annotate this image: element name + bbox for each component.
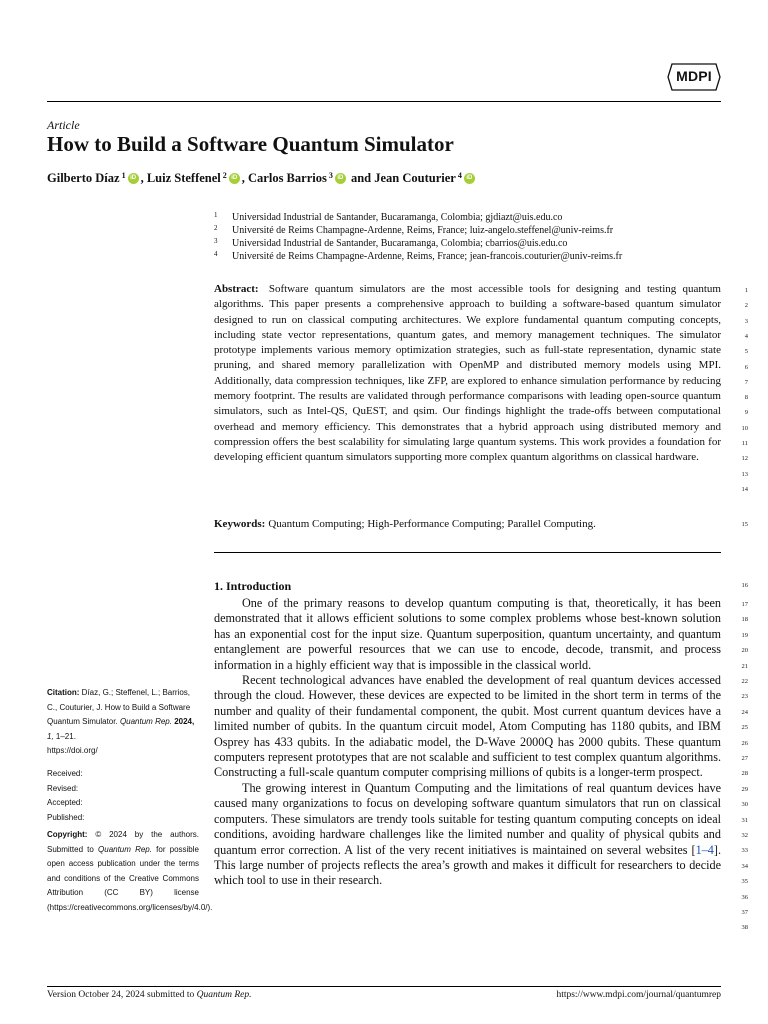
- affiliation-number: 2: [214, 224, 218, 232]
- affiliation-item: [214, 237, 622, 250]
- citation-doi[interactable]: https://doi.org/: [47, 746, 98, 755]
- line-number: 36: [741, 893, 748, 901]
- line-number: 21: [741, 662, 748, 670]
- body-text: [214, 596, 721, 889]
- line-number: 13: [741, 470, 748, 478]
- line-number: 8: [744, 394, 748, 402]
- citation-pages: 1–21.: [55, 731, 76, 741]
- footer-url[interactable]: https://www.mdpi.com/journal/quantumrep: [556, 990, 721, 1000]
- affiliation-number: 1: [214, 211, 218, 219]
- affiliation-item: [214, 224, 622, 237]
- citation-journal: Quantum Rep.: [119, 717, 172, 726]
- line-number: 4: [744, 332, 748, 340]
- line-number: 28: [741, 770, 748, 778]
- author-name: Jean Couturier: [374, 171, 456, 185]
- line-number: 29: [741, 785, 748, 793]
- keywords: [214, 518, 596, 530]
- paragraph: [214, 781, 721, 889]
- copyright-label: Copyright:: [47, 830, 88, 839]
- citation-text: Díaz, G.; Steffenel, L.; Barrios, C., Couturier, J. How to Build a Software Quantum Simulator.: [47, 688, 191, 726]
- article-type: Article: [47, 118, 80, 132]
- footer-rule: [47, 986, 721, 987]
- line-number: 23: [741, 693, 748, 701]
- line-number: 17: [741, 601, 748, 608]
- author-affil-sup: 3: [328, 171, 333, 180]
- received-label: Received:: [47, 769, 83, 778]
- affiliation-number: 4: [214, 250, 218, 258]
- line-number: 31: [741, 816, 748, 824]
- published-label: Published:: [47, 812, 85, 822]
- line-number: 25: [741, 724, 748, 732]
- line-number: 15: [741, 521, 748, 528]
- dates-block: [47, 767, 199, 825]
- mdpi-logo-text: MDPI: [676, 68, 712, 84]
- mdpi-logo: [666, 60, 722, 94]
- paper-title: How to Build a Software Quantum Simulator: [47, 132, 454, 156]
- affiliations: [214, 211, 622, 263]
- abstract-label: Abstract:: [214, 283, 259, 295]
- abstract-text: Software quantum simulators are the most accessible tools for designing and testing quantum algorithms. This paper presents a comprehensive approach to building a software-based quantum simulator designed to run on classical computing architectures. We explore fundamental quantum computing concepts, including state vector representations, quantum gates, and memory management techniques. The simulator prototype implements various memory optimization strategies, such as full-state representation, dynamic state pruning, and shared memory parallelization with OpenMP and distributed memory models using MPI. Additionally, data compression techniques, like ZFP, are explored to enhance simulation performance by reducing memory footprint. The results are validated through performance comparisons with leading open-source quantum simulators, such as Intel-QS, QuEST, and qsim. Our findings highlight the trade-offs between computational overhead and memory efficiency. This demonstrates that a hybrid approach using distributed memory and compression offers the best scalability for simulating large quantum systems. This work provides a foundation for developing efficient quantum simulators supporting more complex quantum algorithms on classical hardware.: [214, 283, 721, 464]
- affiliation-text: Université de Reims Champagne-Ardenne, Reims, France; luiz-angelo.steffenel@univ-reims.fr: [232, 225, 614, 236]
- copyright-journal: Quantum Rep.: [98, 844, 152, 854]
- orcid-icon[interactable]: iD: [128, 173, 139, 184]
- line-number: 6: [744, 363, 748, 371]
- author-affil-sup: 2: [222, 171, 227, 180]
- affiliation-text: Université de Reims Champagne-Ardenne, Reims, France; jean-francois.couturier@univ-reims.fr: [232, 251, 623, 262]
- line-number: 3: [744, 317, 748, 325]
- line-number: 35: [741, 878, 748, 886]
- orcid-icon[interactable]: iD: [335, 173, 346, 184]
- line-number: 30: [741, 801, 748, 809]
- author-affil-sup: 4: [457, 171, 462, 180]
- author-name: Gilberto Díaz: [47, 171, 120, 185]
- keywords-text: Quantum Computing; High-Performance Computing; Parallel Computing.: [268, 518, 596, 530]
- abstract: [214, 282, 721, 466]
- abstract-rule: [214, 552, 721, 553]
- author-affil-sup: 1: [121, 171, 126, 180]
- author-list: [47, 171, 477, 186]
- author-separator: and: [347, 171, 375, 185]
- line-number: 14: [741, 485, 748, 493]
- footer-version-text: Version October 24, 2024 submitted to: [47, 990, 197, 1000]
- line-number: 37: [741, 909, 748, 916]
- paragraph-text: The growing interest in Quantum Computing and the limitations of real quantum devices have caused many organizations to focus on developing software quantum simulators that run on classical computers. These simulators are trendy tools suitable for testing quantum computing concepts on ideal conditions, avoiding hardware challenges like the limited number and quality of physical qubits and quantum error correction. A list of the very recent initiatives is maintained on several websites [: [214, 780, 721, 857]
- footer-version: [47, 990, 252, 1000]
- line-number: 32: [741, 832, 748, 839]
- line-number: 12: [741, 455, 748, 463]
- line-number: 33: [741, 847, 748, 855]
- paragraph-text: ]. This large number of projects reflects the area’s growth and makes it difficult for researchers to decide which tool to use in their research.: [214, 842, 721, 888]
- line-number: 18: [741, 616, 748, 624]
- citation-link[interactable]: 1–4: [695, 842, 714, 857]
- citation-label: Citation:: [47, 688, 80, 697]
- line-number: 20: [741, 647, 748, 655]
- line-number: 11: [741, 440, 748, 447]
- line-number: 16: [741, 582, 748, 589]
- line-number: 34: [741, 862, 748, 870]
- header-rule: [47, 101, 721, 102]
- line-number: 9: [744, 409, 748, 417]
- copyright-text: for possible open access publication under the terms and conditions of the Creative Commons Attribution (CC BY) license (https://creativecommons.org/licenses/by/4.0/).: [47, 844, 213, 912]
- accepted-label: Accepted:: [47, 798, 83, 807]
- affiliation-number: 3: [214, 237, 218, 245]
- affiliation-item: [214, 250, 622, 263]
- affiliation-text: Universidad Industrial de Santander, Bucaramanga, Colombia; gjdiazt@uis.edu.co: [232, 212, 563, 223]
- line-number: 24: [741, 708, 748, 716]
- citation-year: 2024,: [174, 717, 195, 726]
- orcid-icon[interactable]: iD: [464, 173, 475, 184]
- footer-journal: Quantum Rep.: [196, 990, 252, 1000]
- revised-label: Revised:: [47, 783, 79, 793]
- paragraph: One of the primary reasons to develop quantum computing is that, theoretically, it has been demonstrated that it allows efficient solutions to some complex problems whose best-known solution has an exponential cost for the input size. Quantum superposition, quantum uncertainty, and quantum entanglement are powerful resources that we can use to encode, decode, transmit, and process information in a highly efficient way that is impossible in the classical world.: [214, 596, 721, 672]
- section-heading: 1. Introduction: [214, 579, 292, 593]
- line-number: 27: [741, 755, 748, 762]
- affiliation-text: Universidad Industrial de Santander, Bucaramanga, Colombia; cbarrios@uis.edu.co: [232, 238, 568, 249]
- author-name: Carlos Barrios: [248, 171, 327, 185]
- line-number: 22: [741, 678, 748, 685]
- author-name: Luiz Steffenel: [146, 171, 221, 185]
- citation-volume: 1,: [47, 731, 54, 741]
- author-separator: ,: [140, 171, 147, 185]
- author-separator: ,: [241, 171, 249, 185]
- citation-block: [47, 686, 199, 759]
- line-number: 2: [744, 302, 748, 310]
- copyright-text: © 2024 by the authors. Submitted to: [47, 830, 199, 854]
- orcid-icon[interactable]: iD: [229, 173, 240, 184]
- line-number: 38: [741, 924, 748, 932]
- line-number: 5: [744, 348, 748, 356]
- line-number: 19: [741, 631, 748, 639]
- line-number: 10: [741, 424, 748, 432]
- copyright-block: [47, 828, 213, 915]
- paragraph: Recent technological advances have enabled the development of real quantum devices accessed through the cloud. However, these devices are expected to be limited in the short term in terms of the number and quality of their fundamental component, the qubit. Most current quantum devices have a limited number of qubits. In the quantum circuit model, Atom Computing has 1180 qubits, and IBM Osprey has 433 qubits. In the adiabatic model, the D-Wave 2000Q has 2000 qubits. These quantum computers represent prototypes that are not scalable and sufficient to test complex quantum algorithms. Constructing a full-scale quantum computer comprising millions of qubits is a longer-term prospect.: [214, 673, 721, 780]
- line-number: 1: [744, 287, 748, 294]
- affiliation-item: [214, 211, 622, 224]
- keywords-label: Keywords:: [214, 518, 266, 530]
- line-number: 26: [741, 739, 748, 747]
- line-number: 7: [744, 378, 748, 386]
